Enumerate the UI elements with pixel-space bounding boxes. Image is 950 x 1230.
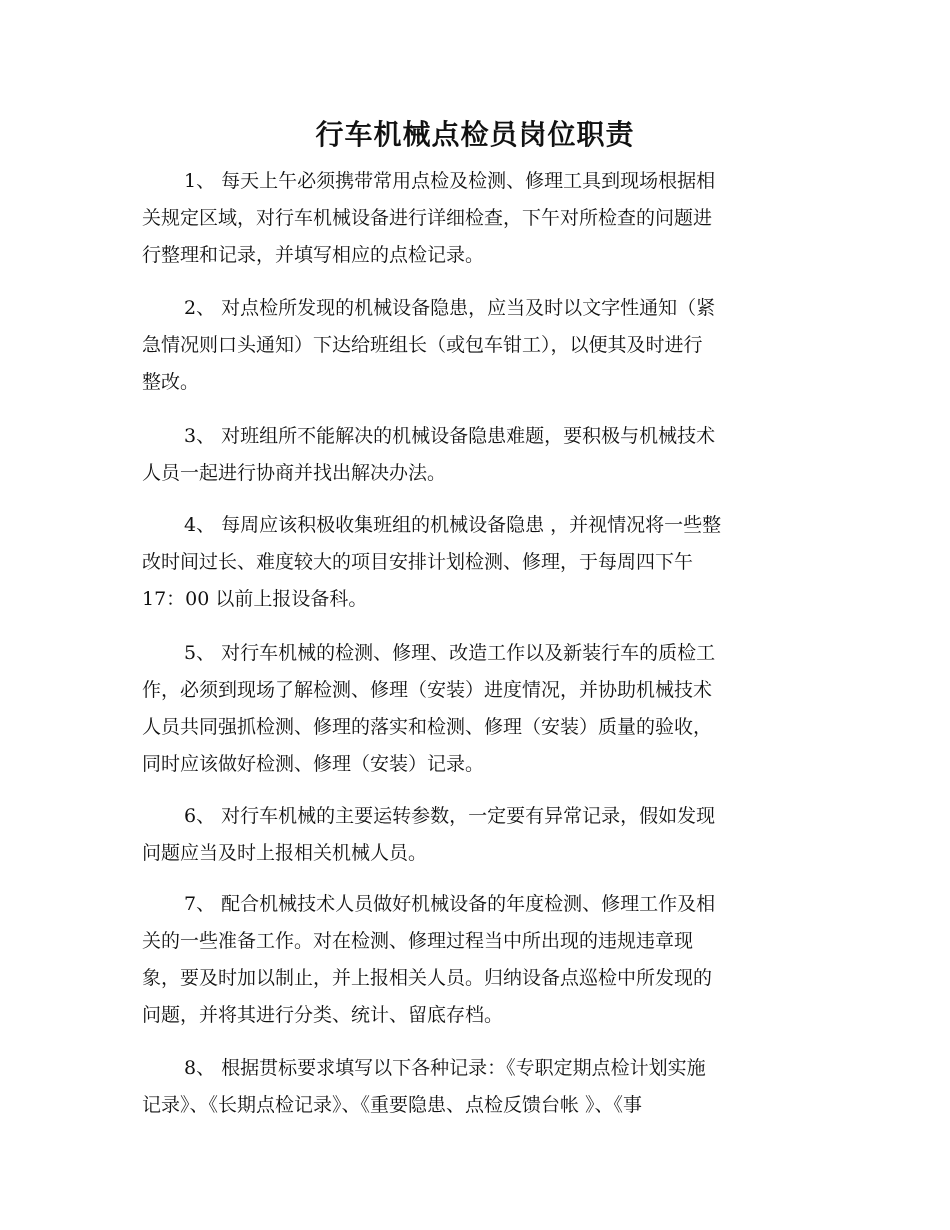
paragraph-line: 改时间过长、难度较大的项目安排计划检测、修理，于每周四下午 [142, 551, 694, 573]
paragraph-line: 问题，并将其进行分类、统计、留底存档。 [142, 1004, 504, 1026]
paragraph-6 [142, 798, 802, 872]
paragraph-1 [142, 163, 802, 274]
document-title: 行车机械点检员岗位职责 [315, 118, 635, 151]
paragraph-line: 同时应该做好检测、修理（安装）记录。 [142, 753, 485, 775]
paragraph-line: 问题应当及时上报相关机械人员。 [142, 842, 428, 864]
paragraph-line: 8、 根据贯标要求填写以下各种记录：《专职定期点检计划实施 [184, 1057, 706, 1079]
paragraph-line: 人员一起进行协商并找出解决办法。 [142, 462, 447, 484]
paragraph-line: 记录》、《长期点检记录》、《重要隐患、点检反馈台帐 》、《事 [142, 1094, 643, 1116]
paragraph-4 [142, 507, 802, 618]
paragraph-line: 5、 对行车机械的检测、修理、改造工作以及新装行车的质检工 [184, 642, 716, 664]
paragraph-7 [142, 886, 802, 1034]
paragraph-line: 6、 对行车机械的主要运转参数，一定要有异常记录，假如发现 [184, 805, 716, 827]
paragraph-line: 4、 每周应该积极收集班组的机械设备隐患 ，并视情况将一些整 [184, 514, 722, 536]
paragraph-line: 1、 每天上午必须携带常用点检及检测、修理工具到现场根据相 [184, 170, 716, 192]
paragraph-line: 3、 对班组所不能解决的机械设备隐患难题，要积极与机械技术 [184, 425, 716, 447]
paragraph-line: 急情况则口头通知）下达给班组长（或包车钳工），以便其及时进行 [142, 334, 703, 356]
paragraph-5 [142, 635, 802, 783]
paragraph-line: 7、 配合机械技术人员做好机械设备的年度检测、修理工作及相 [184, 893, 716, 915]
paragraph-line: 作，必须到现场了解检测、修理（安装）进度情况，并协助机械技术 [142, 679, 713, 701]
paragraph-2 [142, 290, 802, 401]
paragraph-line: 整改。 [142, 371, 200, 393]
paragraph-line: 行整理和记录，并填写相应的点检记录。 [142, 244, 485, 266]
paragraph-line: 人员共同强抓检测、修理的落实和检测、修理（安装）质量的验收， [142, 716, 713, 738]
paragraph-line: 关的一些准备工作。对在检测、修理过程当中所出现的违规违章现 [142, 930, 694, 952]
paragraph-3 [142, 418, 802, 492]
paragraph-line: 2、 对点检所发现的机械设备隐患，应当及时以文字性通知（紧 [184, 297, 716, 319]
paragraph-line: 象，要及时加以制止，并上报相关人员。归纳设备点巡检中所发现的 [142, 967, 713, 989]
paragraph-line: 关规定区域，对行车机械设备进行详细检查，下午对所检查的问题进 [142, 207, 713, 229]
paragraph-8 [142, 1050, 802, 1124]
paragraph-line: 17：00 以前上报设备科。 [142, 588, 368, 610]
